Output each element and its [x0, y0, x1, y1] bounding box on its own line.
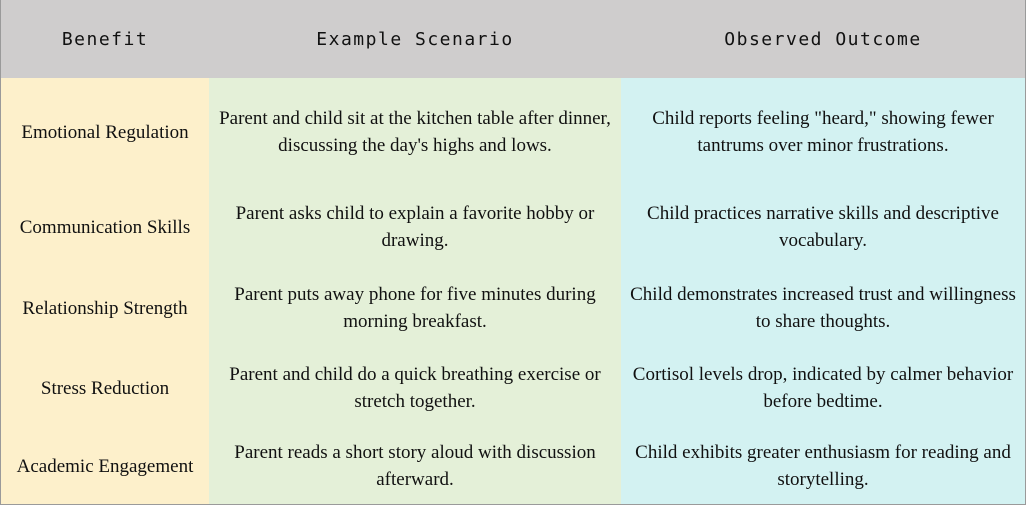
scenario-cell: Parent and child do a quick breathing exercise or stretch together.: [209, 348, 621, 428]
table-header: [1, 0, 1025, 78]
benefit-cell: Emotional Regulation: [1, 78, 209, 186]
header-example-scenario: Example Scenario: [209, 0, 621, 78]
outcome-cell: Child exhibits greater enthusiasm for reading and storytelling.: [621, 428, 1025, 504]
header-observed-outcome: Observed Outcome: [621, 0, 1025, 78]
scenario-cell: Parent asks child to explain a favorite hobby or drawing.: [209, 186, 621, 268]
benefit-cell: Stress Reduction: [1, 348, 209, 428]
benefit-cell: Relationship Strength: [1, 268, 209, 348]
scenario-cell: Parent puts away phone for five minutes during morning breakfast.: [209, 268, 621, 348]
benefit-cell: Academic Engagement: [1, 428, 209, 504]
table-row: [1, 348, 1025, 428]
header-benefit: Benefit: [1, 0, 209, 78]
table-row: [1, 268, 1025, 348]
table-body: [1, 78, 1025, 504]
table-row: [1, 186, 1025, 268]
outcome-cell: Cortisol levels drop, indicated by calmer behavior before bedtime.: [621, 348, 1025, 428]
benefits-table: [1, 0, 1025, 504]
outcome-cell: Child reports feeling "heard," showing fewer tantrums over minor frustrations.: [621, 78, 1025, 186]
outcome-cell: Child practices narrative skills and descriptive vocabulary.: [621, 186, 1025, 268]
header-row: [1, 0, 1025, 78]
table-row: [1, 78, 1025, 186]
benefit-cell: Communication Skills: [1, 186, 209, 268]
scenario-cell: Parent reads a short story aloud with discussion afterward.: [209, 428, 621, 504]
outcome-cell: Child demonstrates increased trust and willingness to share thoughts.: [621, 268, 1025, 348]
scenario-cell: Parent and child sit at the kitchen table after dinner, discussing the day's highs and lows.: [209, 78, 621, 186]
table-row: [1, 428, 1025, 504]
